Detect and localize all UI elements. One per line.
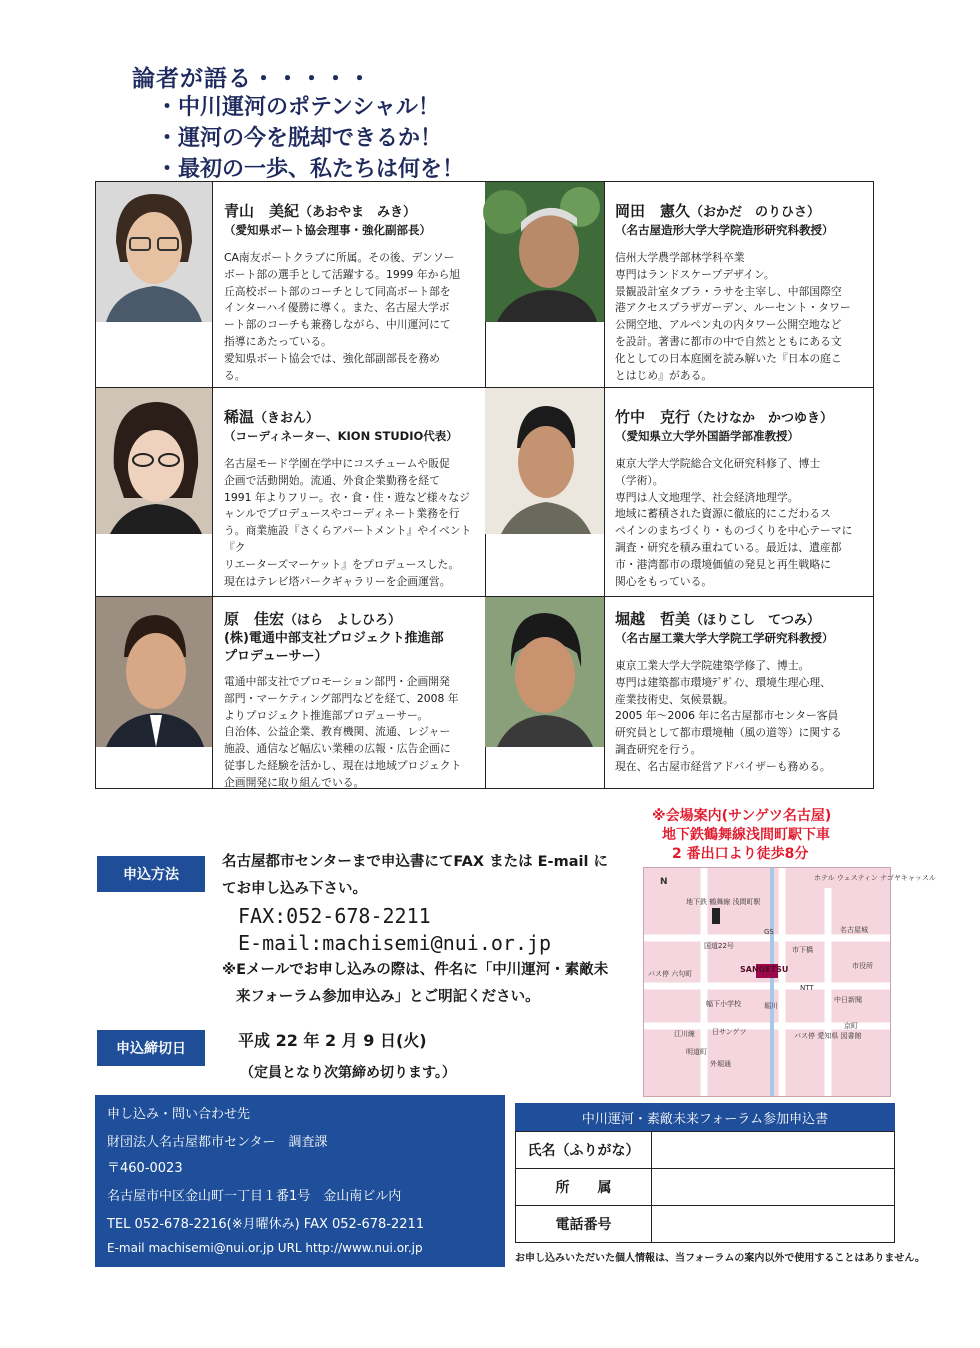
map-label-station: 地下鉄 鶴舞線 浅間町駅 (686, 898, 761, 906)
venue-info (652, 807, 831, 864)
application-form (515, 1103, 925, 1264)
panelist-horikoshi (615, 610, 871, 776)
panelist-okada (615, 202, 871, 384)
map-label-horikawa: 堀川 (764, 1002, 778, 1010)
panelist-affiliation: （名古屋造形大学大学院造形研究科教授） (615, 223, 834, 237)
photo-aoyama (96, 182, 212, 322)
map-label-route22: 国道22号 (704, 942, 734, 950)
panelist-name: 稀温 (224, 408, 255, 426)
heading-title: 論者が語る・・・・・ (132, 66, 372, 92)
panelist-bio: CA南友ボートクラブに所属。その後、デンソー ボート部の選手として活躍する。1999 年から旭 丘高校ボート部のコーチとして同高ボート部を インターハイ優勝に導く。また、名古屋大学ボ ート部のコーチも兼務しながら、中川運河にて 指導にあたっている。 愛知県ボート協会では、強化部副部長を務め る。 (224, 251, 461, 382)
panelist-kion (224, 408, 479, 590)
venue-line-2: 地下鉄鶴舞線浅間町駅下車 (662, 827, 830, 843)
grid-line (212, 182, 213, 788)
panelist-affiliation: （愛知県立大学外国語学部准教授） (615, 429, 799, 443)
form-label-affiliation: 所 属 (516, 1169, 652, 1206)
panelist-bio: 信州大学農学部林学科卒業 専門はランドスケープデザイン。 景観設計室タブラ・ラサを主宰し、中部国際空 港アクセスプラザガーデン、ルーセント・タワー 公開空地、アルペン丸の内タワー公開空地など を設計。著書に都市の中で自然とともにある文 化としての日本庭園を読み解いた『日本の庭こ とはじめ』がある。 (615, 251, 851, 382)
form-field-phone[interactable] (652, 1206, 895, 1243)
grid-line (604, 182, 605, 788)
map-label-ntt: NTT (800, 984, 814, 992)
panelist-name: 岡田 憲久 (615, 202, 691, 220)
map-label-ichiba: 市役所 (852, 962, 873, 970)
panelist-name: 青山 美紀 (224, 202, 300, 220)
photo-okada (485, 182, 604, 322)
panelist-kana: （はら よしひろ） (284, 613, 402, 628)
contact-box (95, 1095, 505, 1267)
map-label-ekawa: 江川線 (674, 1030, 695, 1038)
form-label-name: 氏名（ふりがな） (516, 1132, 652, 1169)
panelist-affiliation: （名古屋工業大学大学院工学研究科教授） (615, 631, 834, 645)
photo-hara (96, 597, 212, 747)
map-label-sangetsu: SANGETSU (740, 965, 789, 974)
panelist-affiliation: (株)電通中部支社プロジェクト推進部 プロデューサー） (224, 631, 444, 664)
map-label-meijo: 名古屋城 (840, 926, 868, 934)
contact-web[interactable]: E-mail machisemi@nui.or.jp URL http://www.nui.or.jp (107, 1241, 423, 1255)
heading-subtitle-1: ・中川運河のポテンシャル！ (156, 95, 440, 120)
apply-note-1: ※Eメールでお申し込みの際は、件名に「中川運河・素敵未 (222, 962, 609, 978)
panelist-hara (224, 610, 479, 792)
photo-horikoshi (485, 597, 604, 747)
panelist-bio: 東京大学大学院総合文化研究科修了、博士 （学術）。 専門は人文地理学、社会経済地理学。 地域に蓄積された資源に徹底的にこだわるス ペインのまちづくり・ものづくりを中心テーマに 調査・研究を積み重ねている。最近は、遺産都 市・港湾都市の環境価値の発見と再生戦略に 関心をもっている。 (615, 457, 853, 588)
panelist-name: 原 佳宏 (224, 610, 285, 628)
form-title: 中川運河・素敵未来フォーラム参加申込書 (515, 1103, 895, 1131)
panelist-grid (95, 181, 874, 789)
deadline-note: （定員となり次第締め切ります。） (240, 1065, 456, 1081)
heading-subtitle-3: ・最初の一歩、私たちは何を！ (156, 157, 465, 182)
form-table (515, 1131, 895, 1243)
photo-kion (96, 388, 212, 534)
panelist-affiliation: （コーディネーター、KION STUDIO代表） (224, 429, 458, 443)
panelist-name: 堀越 哲美 (615, 610, 691, 628)
contact-tel-fax: TEL 052-678-2216(※月曜休み) FAX 052-678-2211 (107, 1217, 425, 1232)
map-label-meido: 明道町 (686, 1048, 707, 1056)
map-north-label: N (660, 877, 668, 887)
venue-map[interactable] (643, 867, 936, 1097)
contact-title: 申し込み・問い合わせ先 (107, 1107, 251, 1122)
apply-fax: FAX:052-678-2211 (238, 904, 431, 928)
form-field-affiliation[interactable] (652, 1169, 895, 1206)
apply-method-label: 申込方法 (97, 856, 205, 892)
heading-subtitle-2: ・運河の今を脱却できるか！ (156, 126, 443, 151)
panelist-kana: （あおやま みき） (299, 205, 417, 220)
contact-zip: 〒460-0023 (107, 1161, 183, 1176)
panelist-bio: 電通中部支社でプロモーション部門・企画開発 部門・マーケティング部門などを経て、2008 年 よりプロジェクト推進部プロデューサー。 自治体、公益企業、教育機関、流通、レジャー 施設、通信など幅広い業種の広報・広告企画に 従事した経験を活かし、現在は地域プロジェクト 企画開発に取り組んでいる。 (224, 675, 462, 789)
panelist-kana: （ほりこし てつみ） (690, 613, 821, 628)
panelist-takenaka (615, 408, 871, 590)
deadline-date: 平成 22 年 2 月 9 日(火) (238, 1031, 427, 1050)
apply-instructions (222, 849, 642, 1011)
page-heading (132, 60, 464, 183)
map-label-bus-left: バス停 六句町 (648, 970, 693, 978)
panelist-name: 竹中 克行 (615, 408, 691, 426)
panelist-kana: （たけなか かつゆき） (690, 411, 834, 426)
map-label-shimotenma: 市下橋 (792, 946, 813, 954)
venue-line-3: 2 番出口より徒歩8分 (672, 846, 809, 862)
form-field-name[interactable] (652, 1132, 895, 1169)
apply-text-2: てお申し込み下さい。 (222, 881, 367, 897)
map-label-nissan: 日サンゲツ (712, 1028, 747, 1036)
apply-email[interactable]: E-mail:machisemi@nui.or.jp (238, 931, 552, 955)
panelist-aoyama (224, 202, 479, 384)
map-label-hotel: ホテル ウェスティン ナゴヤキャッスル (814, 874, 936, 882)
venue-line-1: ※会場案内(サンゲツ名古屋) (652, 808, 832, 824)
apply-text-1: 名古屋都市センターまで申込書にてFAX または E-mail に (222, 854, 608, 870)
privacy-note: お申し込みいただいた個人情報は、当フォーラムの案内以外で使用することはありません。 (515, 1253, 925, 1264)
map-label-gs: GS (764, 928, 774, 936)
photo-takenaka (485, 388, 604, 534)
map-label-bus-right: バス停 愛知県 図書館 (794, 1032, 862, 1040)
contact-address: 名古屋市中区金山町一丁目１番1号 金山南ビル内 (107, 1189, 402, 1204)
panelist-bio: 東京工業大学大学院建築学修了、博士。 専門は建築都市環境ﾃﾞｻﾞｲﾝ、環境生理心理、 産業技術史、気候景観。 2005 年～2006 年に名古屋都市センター客員 研究員として都市環境軸（風の道等）に関する 調査研究を行う。 現在、名古屋市経営アドバイザーも務める。 (615, 659, 842, 773)
panelist-bio: 名古屋モード学園在学中にコスチュームや販促 企画で活動開始。流通、外食企業勤務を経て 1991 年よりフリー。衣・食・住・遊など様々なジ ャンルでプロデュースやコーディネート業務を行 う。商業施設『さくらアパートメント』やイベント『ク リエーターズマーケット』をプロデュースした。 現在はテレビ塔パークギャラリーを企画運営。 (224, 457, 472, 588)
apply-note-2: 来フォーラム参加申込み」とご明記ください。 (236, 989, 540, 1005)
panelist-kana: （きおん） (254, 411, 320, 426)
map-label-kyoto: 京町 (844, 1022, 858, 1030)
contact-org: 財団法人名古屋都市センター 調査課 (107, 1135, 328, 1150)
map-label-sotobori: 外堀通 (710, 1060, 731, 1068)
map-label-chunichi: 中日新聞 (834, 996, 862, 1004)
form-label-phone: 電話番号 (516, 1206, 652, 1243)
panelist-affiliation: （愛知県ボート協会理事・強化副部長） (224, 223, 431, 237)
map-label-school: 幅下小学校 (706, 1000, 741, 1008)
panelist-kana: （おかだ のりひさ） (690, 205, 821, 220)
subway-station-marker (712, 908, 720, 924)
deadline-label: 申込締切日 (97, 1030, 205, 1066)
